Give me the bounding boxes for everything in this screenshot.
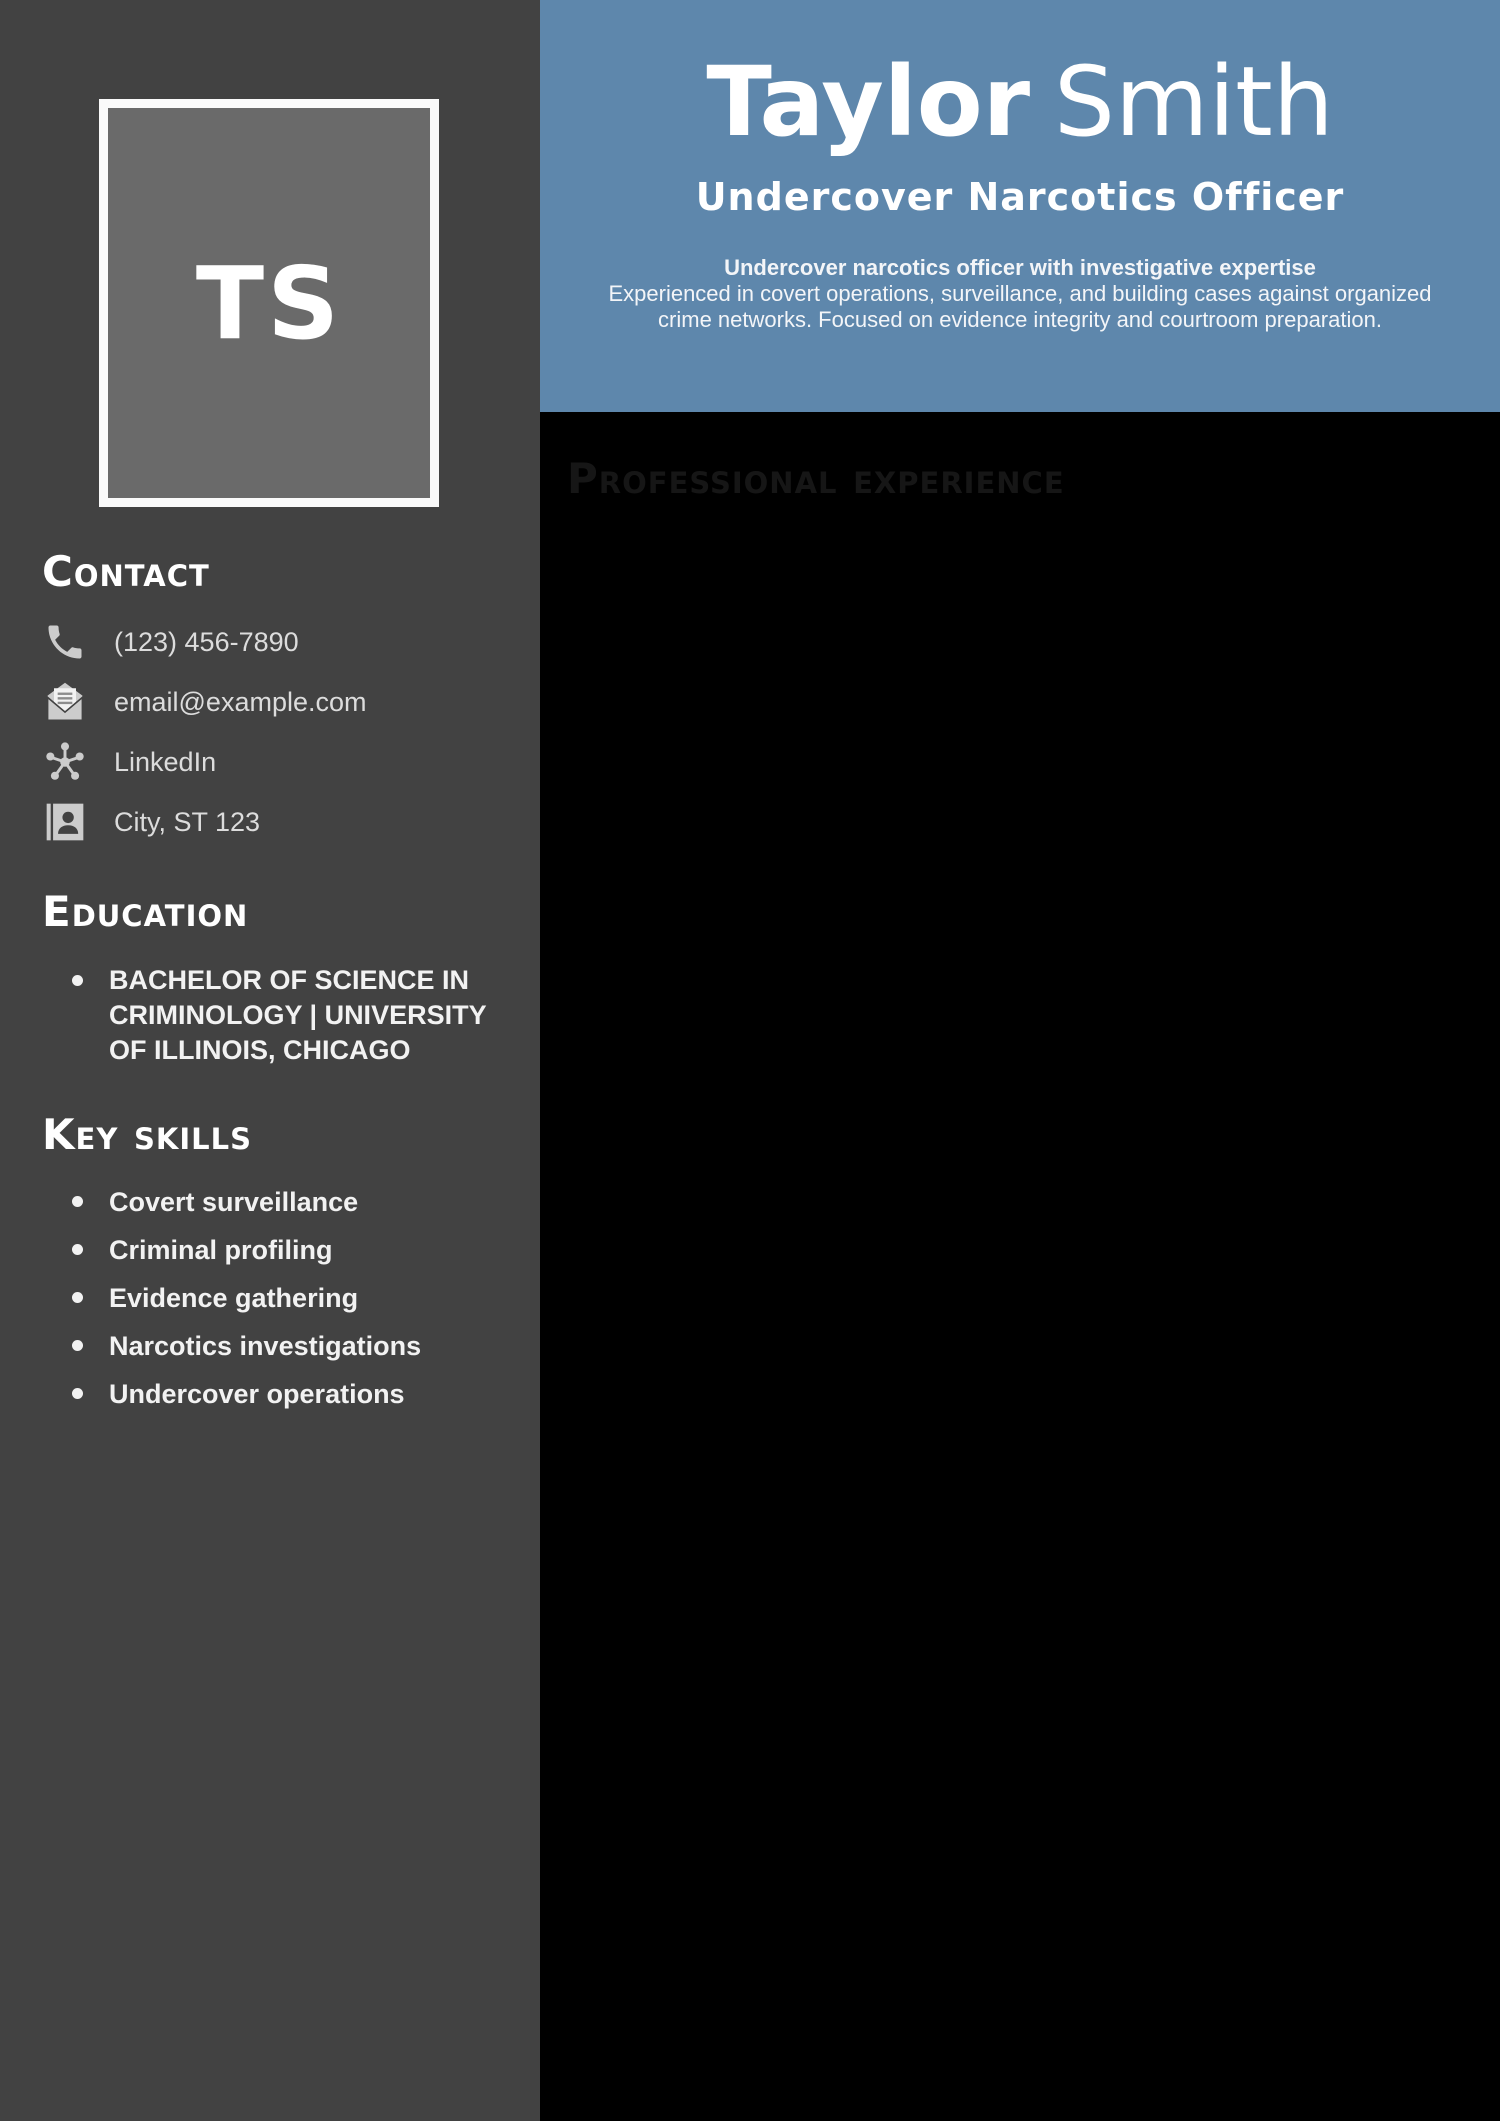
profile-initials: TS: [195, 244, 343, 362]
contact-row-email: [42, 679, 500, 725]
bullet-icon: [72, 1244, 83, 1255]
contact-row-location: [42, 799, 500, 845]
linkedin-label: LinkedIn: [114, 746, 217, 777]
bullet-icon: [72, 975, 83, 986]
skill-item-text: Covert surveillance: [109, 1186, 359, 1217]
contact-heading: Contact: [42, 547, 210, 596]
candidate-name: [706, 46, 1334, 158]
skill-item: [42, 1185, 500, 1220]
contact-row-phone: [42, 619, 500, 665]
phone-icon: [42, 619, 88, 665]
skill-item: [42, 1233, 500, 1268]
key-skills-list: [42, 1185, 500, 1412]
experience-area: [540, 412, 1500, 2121]
candidate-first-name: Taylor: [706, 46, 1031, 158]
contact-row-linkedin: [42, 739, 500, 785]
phone-number: (123) 456-7890: [114, 626, 299, 657]
skill-item-text: Evidence gathering: [109, 1282, 359, 1313]
experience-heading: Professional experience: [567, 454, 1065, 503]
education-section: [42, 889, 500, 1068]
key-skills-section: [42, 1112, 500, 1411]
contact-section: [42, 549, 500, 845]
skill-item-text: Narcotics investigations: [109, 1330, 422, 1361]
education-item-text: BACHELOR OF SCIENCE IN CRIMINOLOGY | UNIVERSITY OF ILLINOIS, CHICAGO: [109, 965, 487, 1066]
education-item: [42, 963, 500, 1068]
skill-item: [42, 1281, 500, 1316]
candidate-last-name: Smith: [1054, 46, 1334, 158]
skill-item: [42, 1329, 500, 1364]
summary-body: Experienced in covert operations, surveillance, and building cases against organized crime networks. Focused on evidence integrity and courtroom preparation.: [608, 280, 1432, 332]
key-skills-heading: Key skills: [42, 1110, 252, 1160]
bullet-icon: [72, 1292, 83, 1303]
header-banner: [540, 0, 1500, 412]
job-title: Undercover Narcotics Officer: [695, 174, 1345, 219]
summary-headline: Undercover narcotics officer with investigative expertise: [724, 254, 1316, 280]
bullet-icon: [72, 1388, 83, 1399]
skill-item: [42, 1377, 500, 1412]
bullet-icon: [72, 1340, 83, 1351]
sidebar: [0, 0, 540, 2121]
profile-summary: [585, 255, 1455, 333]
main-column: [540, 0, 1500, 2121]
email-icon: [42, 679, 88, 725]
skill-item-text: Undercover operations: [109, 1378, 405, 1409]
education-heading: Education: [42, 887, 249, 937]
skill-item-text: Criminal profiling: [109, 1234, 333, 1265]
profile-photo-placeholder: [99, 99, 439, 507]
education-list: [42, 963, 500, 1068]
email-address: email@example.com: [114, 686, 367, 717]
bullet-icon: [72, 1196, 83, 1207]
address-book-icon: [42, 799, 88, 845]
location-text: City, ST 123: [114, 806, 261, 837]
linkedin-network-icon: [42, 739, 88, 785]
